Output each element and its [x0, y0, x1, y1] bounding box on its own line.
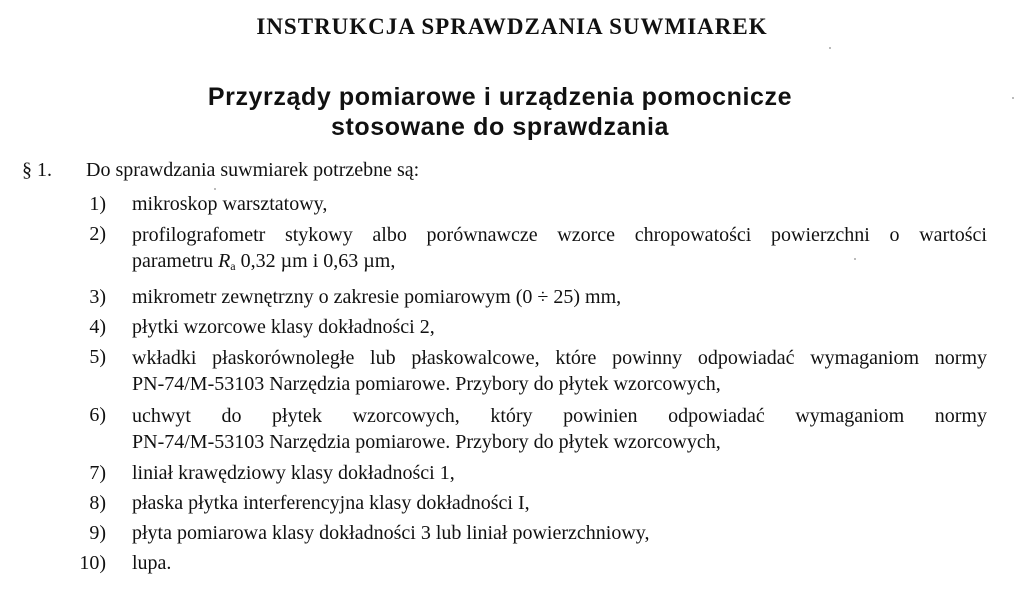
list-item	[0, 192, 1024, 216]
list-item-text-line-1: uchwyt do płytek wzorcowych, który powinien odpowiadać wymaganiom normy	[132, 405, 987, 427]
section-marker: § 1.	[22, 159, 52, 181]
list-item-text: lupa.	[132, 552, 172, 574]
list-item-number: 8)	[89, 492, 106, 514]
scan-speck	[214, 188, 216, 190]
param-values: 0,32 µm i 0,63 µm,	[235, 250, 396, 272]
list-item-number: 10)	[79, 552, 106, 574]
list-item-number: 9)	[89, 522, 106, 544]
list-item-number: 7)	[89, 462, 106, 484]
list-item	[0, 315, 1024, 339]
list-item-number: 6)	[89, 404, 106, 426]
list-item	[0, 491, 1024, 515]
list-item-text-line-1: profilografometr stykowy albo porównawcze wzorce chropowatości powierzchni o wartości	[132, 224, 987, 246]
list-item-text: mikroskop warsztatowy,	[132, 193, 328, 215]
list-item	[0, 403, 1024, 455]
scan-speck	[829, 47, 831, 49]
list-item	[0, 345, 1024, 397]
section-heading-line-2: stosowane do sprawdzania	[330, 113, 670, 141]
param-subscript: a	[230, 259, 236, 273]
list-item-text-line-2: PN-74/M-53103 Narzędzia pomiarowe. Przybory do płytek wzorcowych,	[132, 373, 721, 395]
document-title: INSTRUKCJA SPRAWDZANIA SUWMIAREK	[256, 14, 768, 39]
list-item-text: płaska płytka interferencyjna klasy dokładności I,	[132, 492, 530, 514]
list-item	[0, 285, 1024, 309]
list-item	[0, 551, 1024, 575]
list-item-number: 1)	[89, 193, 106, 215]
paragraph-1	[22, 158, 419, 182]
list-item	[0, 222, 1024, 279]
list-item-text-line-2	[132, 248, 987, 279]
section-heading-line-1: Przyrządy pomiarowe i urządzenia pomocnicze	[207, 83, 793, 111]
list-item-text: mikrometr zewnętrzny o zakresie pomiarowym (0 ÷ 25) mm,	[132, 286, 622, 308]
list-item-text: liniał krawędziowy klasy dokładności 1,	[132, 462, 455, 484]
list-item-text: płytki wzorcowe klasy dokładności 2,	[132, 316, 435, 338]
scan-speck	[1012, 97, 1014, 99]
equipment-list	[0, 192, 1024, 581]
paragraph-intro: Do sprawdzania suwmiarek potrzebne są:	[86, 159, 420, 181]
list-item-number: 2)	[89, 223, 106, 245]
list-item-text: płyta pomiarowa klasy dokładności 3 lub liniał powierzchniowy,	[132, 522, 650, 544]
list-item-text-line-2: PN-74/M-53103 Narzędzia pomiarowe. Przybory do płytek wzorcowych,	[132, 431, 721, 453]
list-item	[0, 461, 1024, 485]
list-item-text-line-1: wkładki płaskorównoległe lub płaskowalcowe, które powinny odpowiadać wymaganiom normy	[132, 347, 987, 369]
list-item-number: 3)	[89, 286, 106, 308]
scan-speck	[854, 258, 856, 260]
list-item-number: 4)	[89, 316, 106, 338]
section-heading	[0, 82, 1000, 142]
list-item-number: 5)	[89, 346, 106, 368]
param-prefix: parametru	[132, 250, 219, 272]
list-item	[0, 521, 1024, 545]
param-symbol: R	[218, 250, 231, 272]
